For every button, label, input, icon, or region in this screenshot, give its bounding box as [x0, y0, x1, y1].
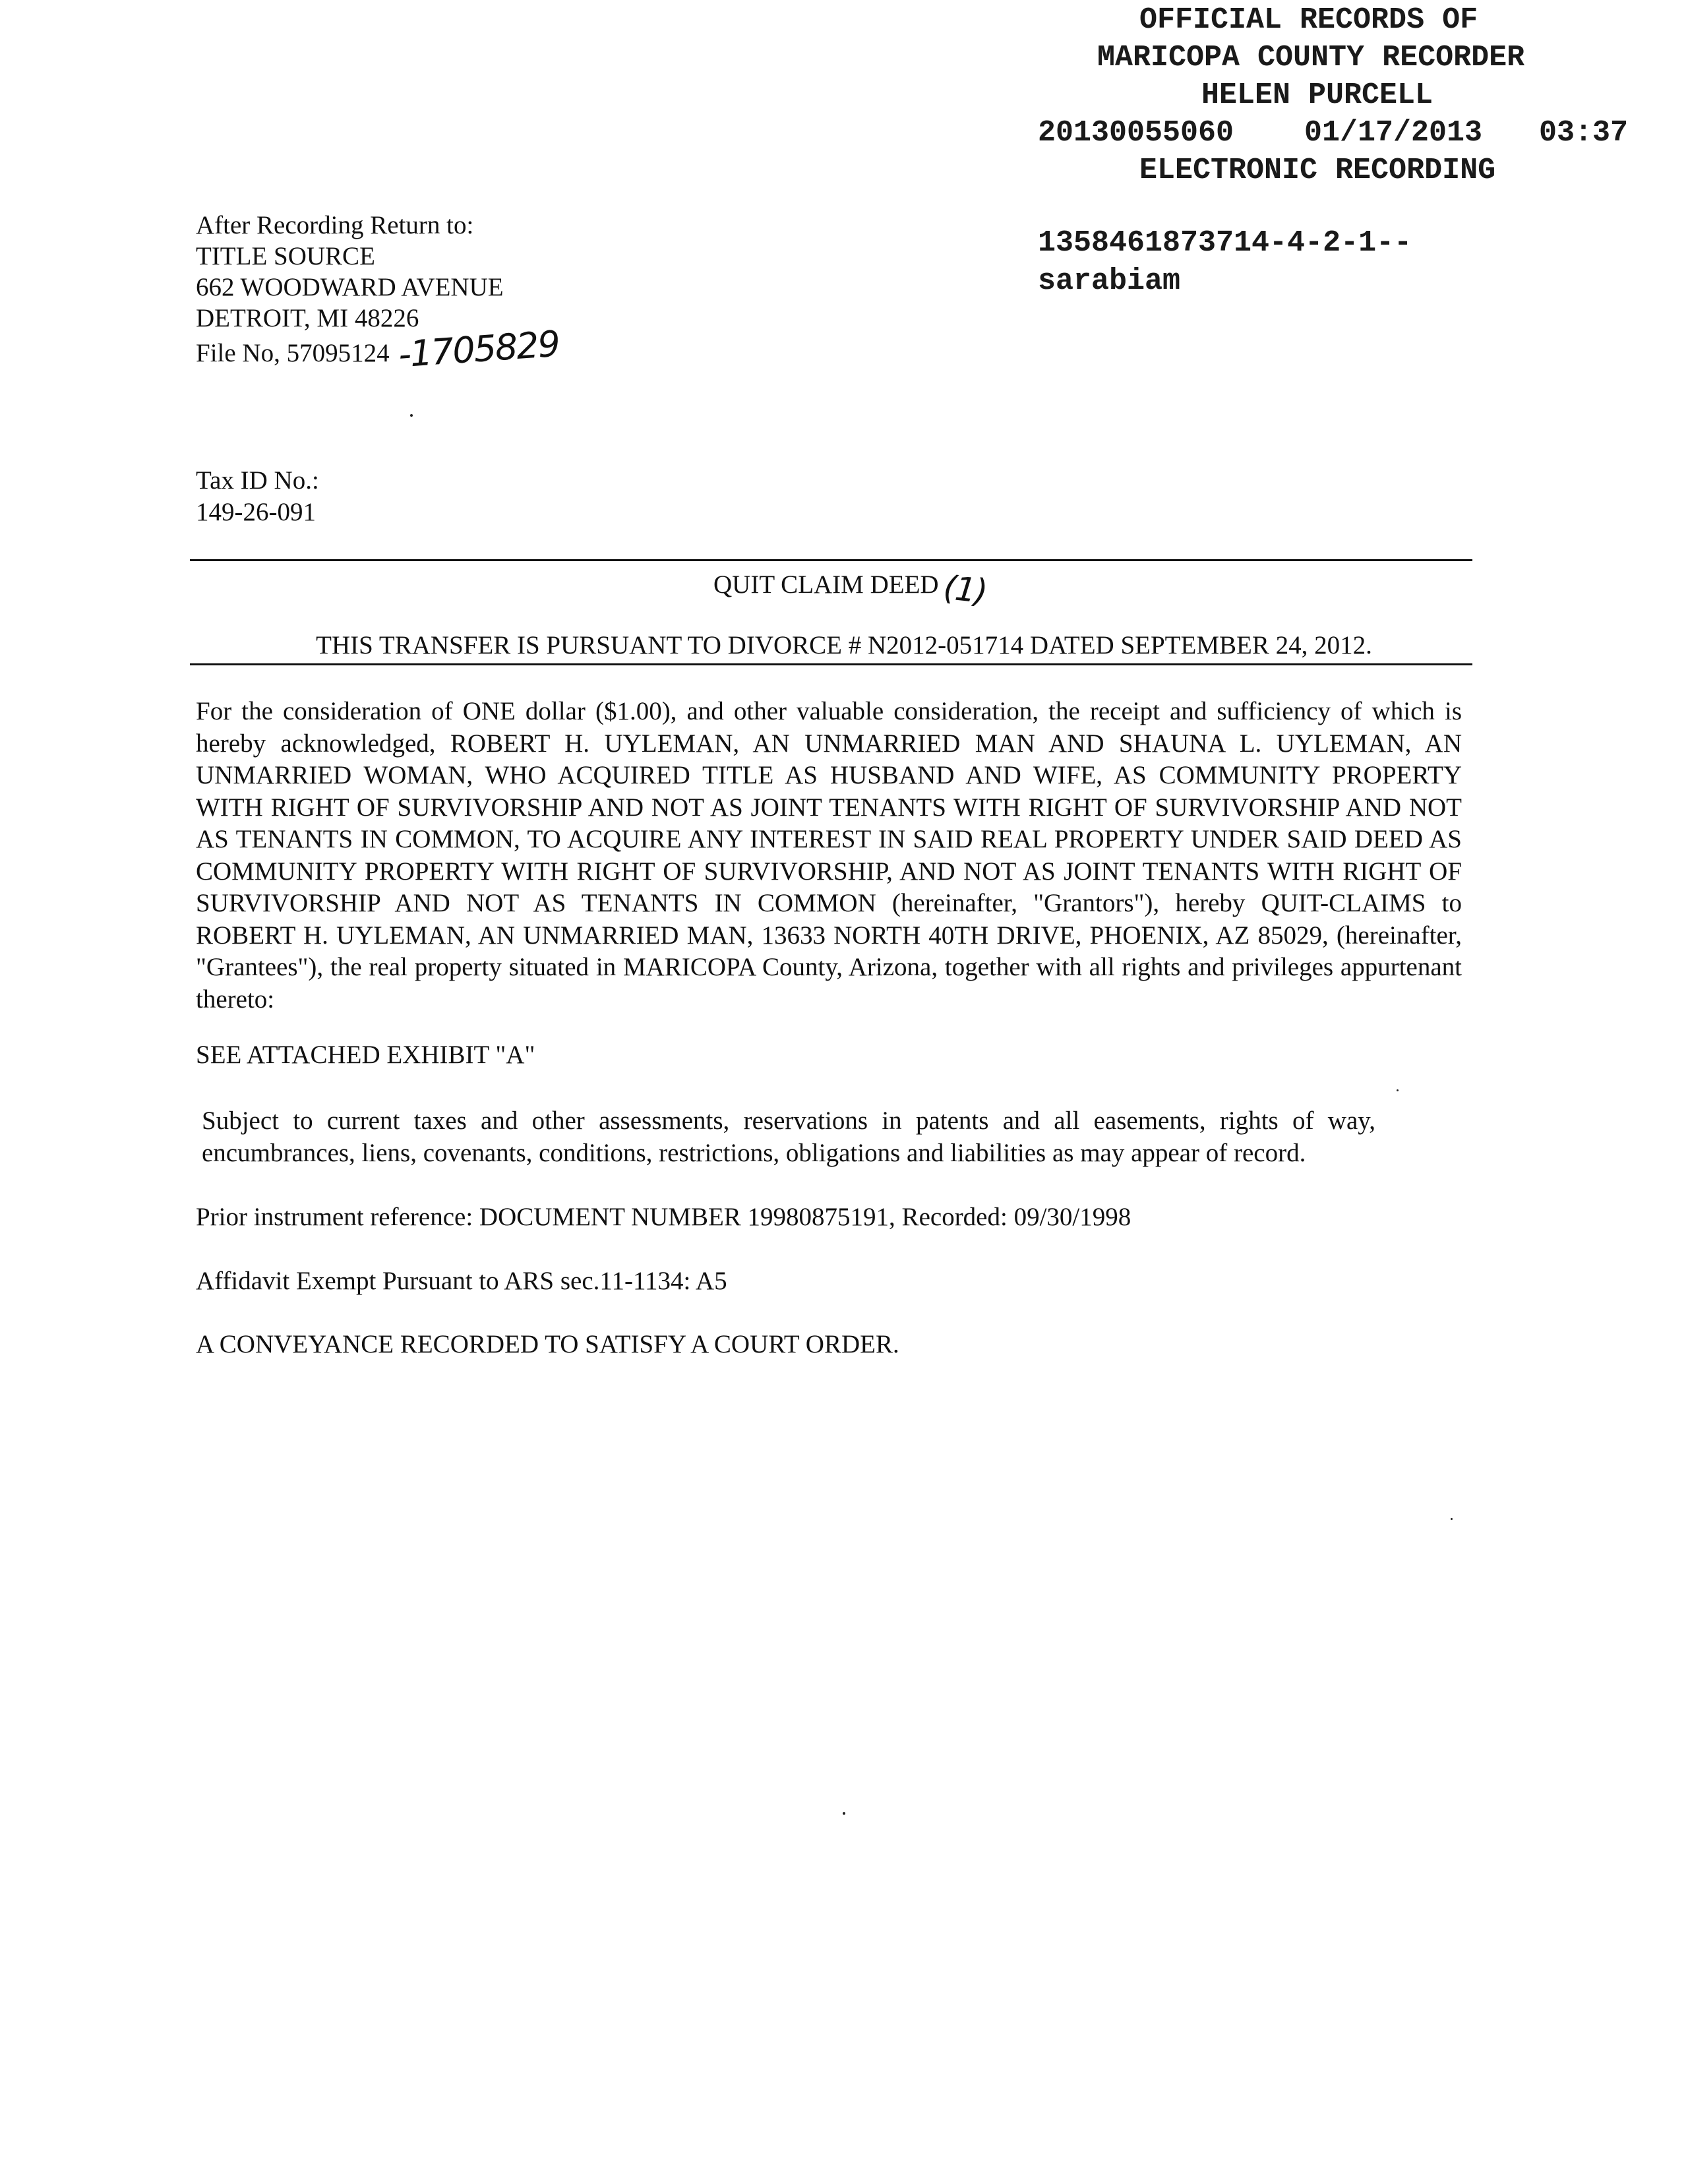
stamp-recording-number: 20130055060	[1038, 116, 1234, 150]
stamp-line-electronic-recording: ELECTRONIC RECORDING	[1139, 154, 1496, 187]
handwritten-file-suffix: -1705829	[397, 322, 561, 376]
file-number-label: File No, 57095124	[196, 339, 390, 367]
tax-id-label: Tax ID No.:	[196, 466, 319, 495]
handwritten-page-mark: (1)	[942, 568, 989, 611]
tax-id-value: 149-26-091	[196, 498, 316, 526]
stamp-document-id: 1358461873714-4-2-1--	[1038, 226, 1412, 260]
stamp-line-county-recorder: MARICOPA COUNTY RECORDER	[1097, 41, 1525, 75]
subject-to-paragraph: Subject to current taxes and other assessments, reservations in patents and all easements, rights of way, encumbrances, liens, covenants, conditions, restrictions, obligations and liabilities as may appear of record.	[202, 1107, 1375, 1167]
conveyance-statement: A CONVEYANCE RECORDED TO SATISFY A COURT ORDER.	[196, 1330, 899, 1358]
deed-title: QUIT CLAIM DEED	[713, 570, 939, 599]
file-number-line	[196, 322, 561, 376]
return-address-city: DETROIT, MI 48226	[196, 304, 419, 332]
return-address-block	[196, 210, 561, 376]
tax-id-block	[196, 465, 319, 528]
deed-title-wrap	[713, 566, 989, 611]
stamp-line-official-records: OFFICIAL RECORDS OF	[1139, 3, 1478, 37]
scan-speck	[410, 414, 413, 417]
title-rule-top	[190, 559, 1472, 561]
title-rule-bottom	[190, 663, 1472, 665]
scan-speck	[1451, 1518, 1453, 1520]
consideration-paragraph: For the consideration of ONE dollar ($1.00), and other valuable consideration, the receipt and sufficiency of which is hereby acknowledged, ROBERT H. UYLEMAN, AN UNMARRIED MAN AND SHAUNA L. UYLEMAN, AN UNMARRIED WOMAN, WHO ACQUIRED TITLE AS HUSBAND AND WIFE, AS COMMUNITY PROPERTY WITH RIGHT OF SURVIVORSHIP AND NOT AS JOINT TENANTS WITH RIGHT OF SURVIVORSHIP AND NOT AS TENANTS IN COMMON, TO ACQUIRE ANY INTEREST IN SAID REAL PROPERTY UNDER SAID DEED AS COMMUNITY PROPERTY WITH RIGHT OF SURVIVORSHIP, AND NOT AS JOINT TENANTS WITH RIGHT OF SURVIVORSHIP AND NOT AS TENANTS IN COMMON (hereinafter, "Grantors"), hereby QUIT-CLAIMS to ROBERT H. UYLEMAN, AN UNMARRIED MAN, 13633 NORTH 40TH DRIVE, PHOENIX, AZ 85029, (hereinafter, "Grantees"), the real property situated in MARICOPA County, Arizona, together with all rights and privileges appurtenant thereto:	[196, 697, 1462, 1014]
return-address-heading: After Recording Return to:	[196, 211, 474, 239]
stamp-line-recorder-name: HELEN PURCELL	[1201, 78, 1433, 112]
scan-speck	[843, 1812, 845, 1815]
stamp-user: sarabiam	[1038, 264, 1181, 298]
return-address-street: 662 WOODWARD AVENUE	[196, 273, 504, 301]
exhibit-reference: SEE ATTACHED EXHIBIT "A"	[196, 1041, 535, 1069]
stamp-recording-date: 01/17/2013	[1304, 116, 1483, 150]
scan-speck	[1397, 1089, 1399, 1091]
return-address-company: TITLE SOURCE	[196, 242, 375, 270]
prior-instrument-reference: Prior instrument reference: DOCUMENT NUMBER 19980875191, Recorded: 09/30/1998	[196, 1203, 1131, 1231]
affidavit-exemption: Affidavit Exempt Pursuant to ARS sec.11-1134: A5	[196, 1267, 727, 1295]
stamp-recording-time: 03:37	[1539, 116, 1629, 150]
transfer-note: THIS TRANSFER IS PURSUANT TO DIVORCE # N2012-051714 DATED SEPTEMBER 24, 2012.	[316, 631, 1372, 659]
